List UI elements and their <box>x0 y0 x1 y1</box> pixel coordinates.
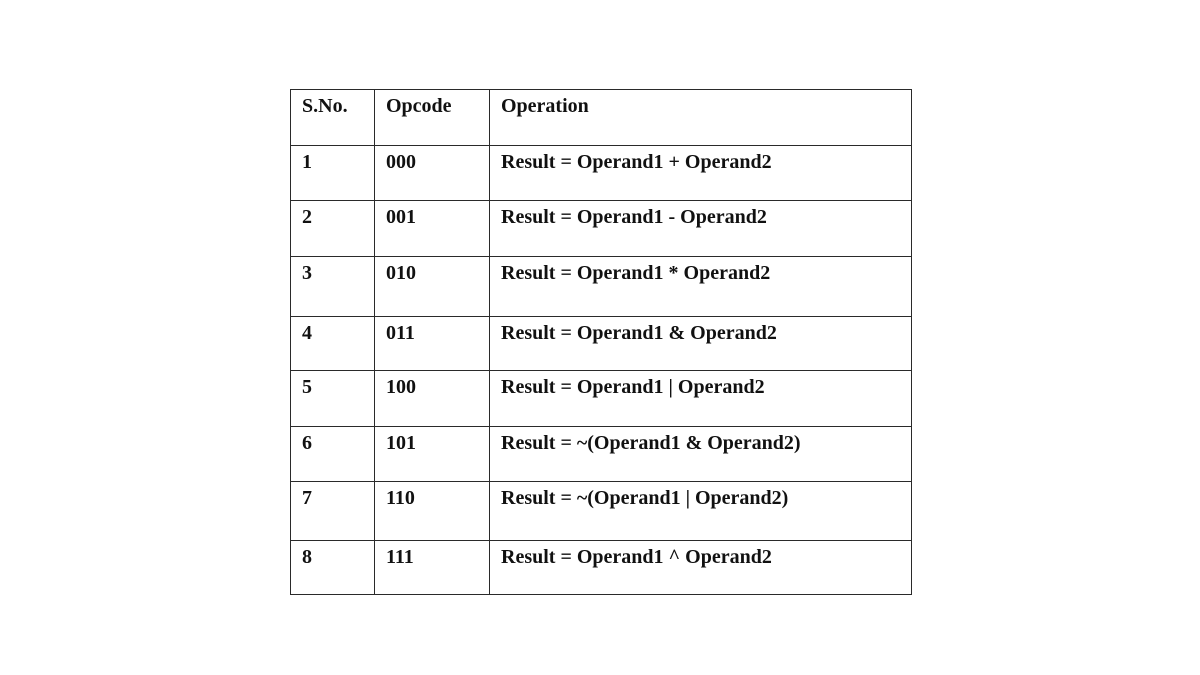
cell-operation: Result = ~(Operand1 | Operand2) <box>490 482 912 541</box>
table-row <box>291 371 912 427</box>
table-header <box>291 90 912 146</box>
cell-opcode: 001 <box>375 201 490 257</box>
cell-sno: 6 <box>291 427 375 482</box>
header-row <box>291 90 912 146</box>
cell-opcode: 011 <box>375 317 490 371</box>
cell-opcode: 100 <box>375 371 490 427</box>
cell-opcode: 101 <box>375 427 490 482</box>
table-row <box>291 427 912 482</box>
cell-operation: Result = Operand1 | Operand2 <box>490 371 912 427</box>
header-operation: Operation <box>490 90 912 146</box>
header-opcode: Opcode <box>375 90 490 146</box>
cell-operation: Result = Operand1 ^ Operand2 <box>490 541 912 595</box>
cell-operation: Result = Operand1 + Operand2 <box>490 146 912 201</box>
table-row <box>291 201 912 257</box>
table-row <box>291 146 912 201</box>
table-row <box>291 317 912 371</box>
table-row <box>291 541 912 595</box>
cell-opcode: 110 <box>375 482 490 541</box>
cell-operation: Result = Operand1 & Operand2 <box>490 317 912 371</box>
table-row <box>291 257 912 317</box>
cell-operation: Result = Operand1 * Operand2 <box>490 257 912 317</box>
cell-opcode: 010 <box>375 257 490 317</box>
cell-sno: 2 <box>291 201 375 257</box>
cell-operation: Result = ~(Operand1 & Operand2) <box>490 427 912 482</box>
header-sno: S.No. <box>291 90 375 146</box>
table-row <box>291 482 912 541</box>
table-body <box>291 146 912 595</box>
opcode-table <box>290 89 912 595</box>
cell-sno: 4 <box>291 317 375 371</box>
cell-sno: 7 <box>291 482 375 541</box>
cell-sno: 3 <box>291 257 375 317</box>
cell-opcode: 111 <box>375 541 490 595</box>
cell-operation: Result = Operand1 - Operand2 <box>490 201 912 257</box>
cell-sno: 5 <box>291 371 375 427</box>
cell-sno: 1 <box>291 146 375 201</box>
cell-opcode: 000 <box>375 146 490 201</box>
cell-sno: 8 <box>291 541 375 595</box>
